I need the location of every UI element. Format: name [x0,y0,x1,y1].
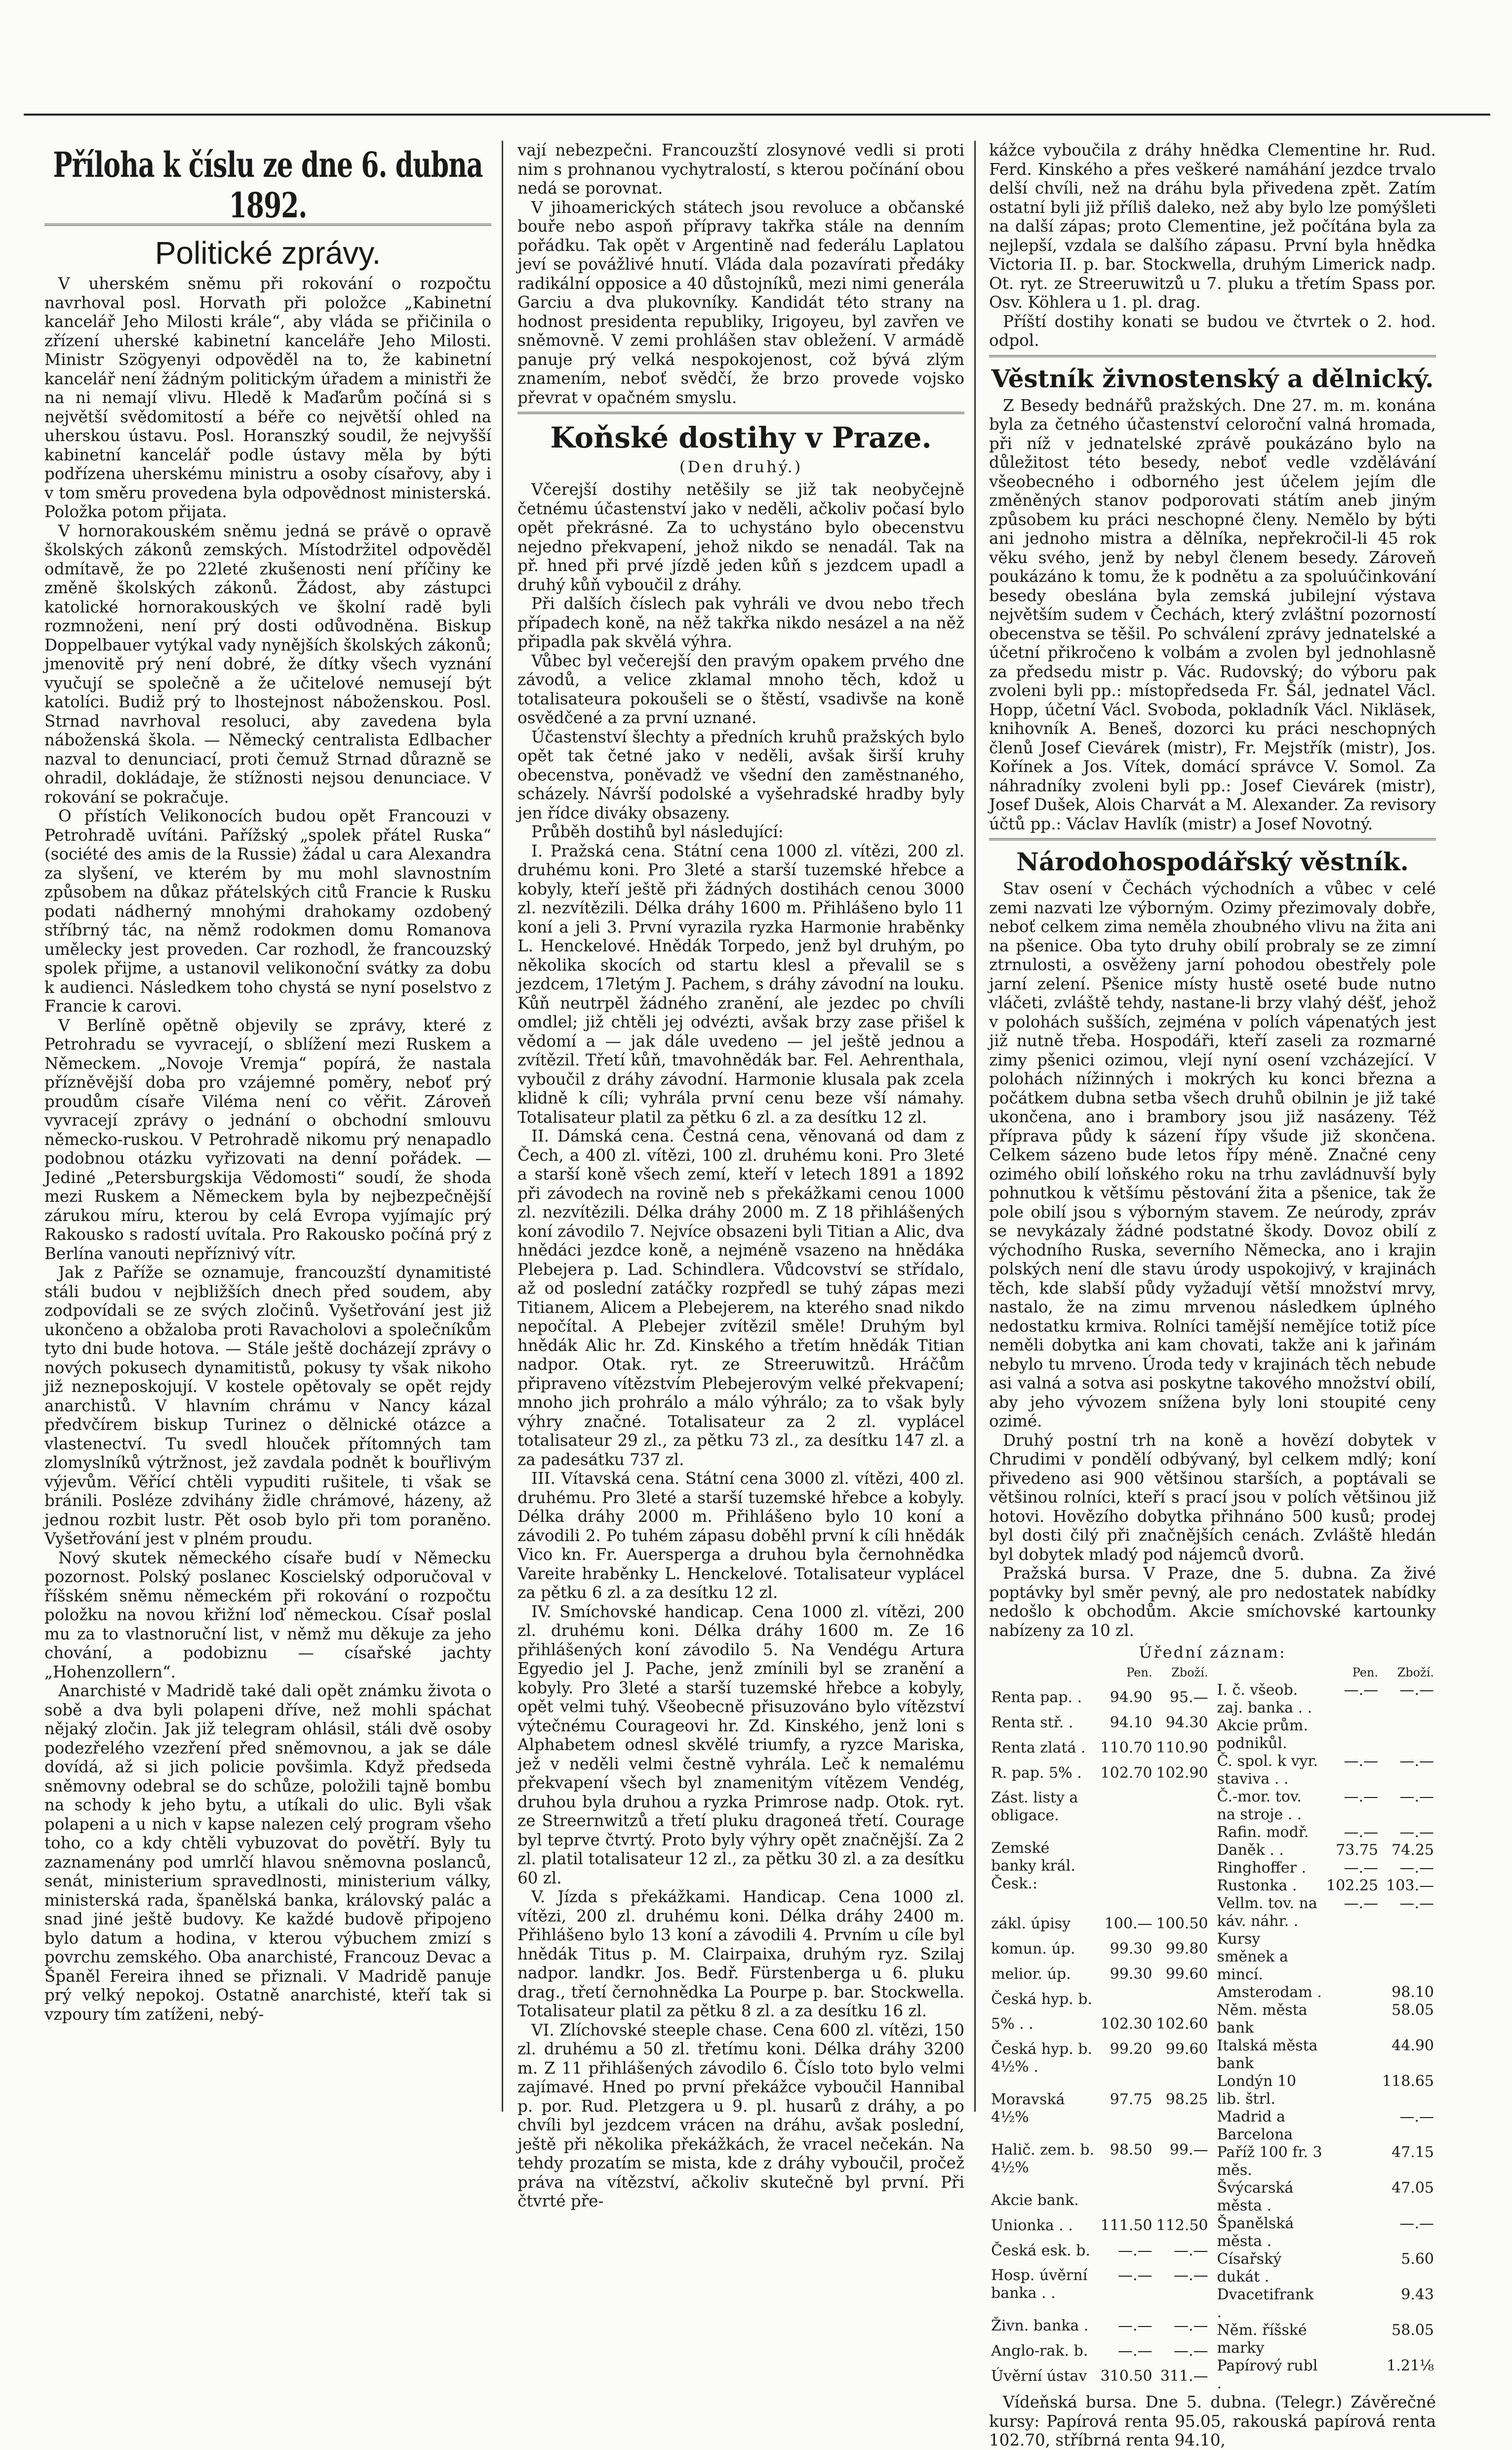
table-value-cell [1324,1930,1380,1984]
table-row [989,2192,1210,2217]
table-value-cell: 9.43 [1401,2286,1434,2303]
table-row [1215,1841,1436,1859]
table-value-cell [1154,2192,1210,2217]
article-paragraph: Druhý postní trh na koně a hovězí dobytek v Chrudimi v pondělí odbývaný, byl celkem mdlý; koní přivedeno asi 900 většinou starších, a poptávali se většinou rolníci, kteří s prací jsou v polích většinou již hotovi. Hovězího dobytka přihnáno 500 kusů; prodej byl dosti čilý při značnějších cenách. Zvláště hledán byl dobytek mladý pod nájemců dvorů. [989,1430,1436,1564]
table-row [989,2317,1210,2342]
table-row [1215,2322,1436,2357]
table-value-cell: 98.50 [1110,2141,1153,2159]
table-label-cell: Dvacetifrank . [1217,2286,1314,2321]
table-row [1215,1824,1436,1841]
table-value-cell: 97.75 [1110,2091,1153,2109]
table-value-cell [1324,2108,1380,2144]
table-label-cell: Č. spol. k vyr. staviva . . [1217,1753,1318,1788]
table-value-cell: —.— [1344,1824,1379,1841]
table-value-cell: —.— [1344,1788,1379,1805]
column-3 [989,141,1436,2450]
table-value-cell [1099,1789,1154,1839]
table-row [989,1940,1210,1965]
supplement-title: Příloha k číslu ze dne 6. dubna 1892. [53,145,483,226]
col-header-pen: Pen. [1126,1666,1153,1679]
table-value-cell: 311.— [1160,2367,1208,2385]
table-value-cell [1324,2215,1380,2250]
article-paragraph: Nový skutek německého císaře budí v Německu pozornost. Polský poslanec Koscielský odporučoval v říšském sněmu německém při rokování o rozpočtu položku na novou křižní loď německou. Císař poslal mu za to vlastnoruční list, v němž mu děkuje za jeho chování, a podobiznu — císařské jachty „Hohenzollern“. [44,1548,491,1681]
table-label-cell: I. č. všeob. zaj. banka . . [1217,1681,1313,1716]
table-label-cell: Česká hyp. b. [991,1990,1092,2008]
table-value-cell [1154,1839,1210,1915]
table-label-cell: Švýcarská města . [1217,2179,1294,2214]
table-label-cell: R. pap. 5% . [991,1764,1082,1782]
table-value-cell: 118.65 [1382,2073,1434,2090]
table-value-cell: 98.10 [1392,1984,1434,2001]
col-header-zbozi: Zboží. [1397,1666,1434,1679]
table-label-cell: Živn. banka . [991,2317,1089,2335]
table-value-cell: 44.90 [1392,2037,1434,2054]
table-row [989,2267,1210,2317]
table-value-cell: 47.05 [1392,2179,1434,2197]
table-row [989,1839,1210,1915]
table-row [1215,2286,1436,2322]
table-value-cell: 94.90 [1110,1688,1153,1706]
table-row [1215,1984,1436,2001]
table-row [1215,2037,1436,2073]
table-value-cell: —.— [1399,1788,1434,1805]
article-paragraph: vají nebezpečni. Francouzští zlosynové vedli si proti nim s prohnanou vychytralostí, s kterou počínání obou nedá se porovnat. [517,141,964,198]
article-paragraph: Jak z Paříže se oznamuje, francouzští dynamitisté stáli budou v nejbližších dnech před soudem, aby zodpovídali se ze svých zločinů. Vyšetřování jest již ukončeno a obžaloba proti Ravacholovi a společníkům tyto dni bude hotova. — Stále ještě docházejí zprávy o nových pokusech dynamitistů, pokusy ty však nikoho již nezneposkojují. V kostele opětovaly se opět rejdy anarchistů. V hlavním chrámu v Nancy kázal předvčírem biskup Turinez o dělnické otázce a vlastenectví. Tu svedl hlouček přítomných tam zlomyslníků výtržnost, jež zavdala podnět k bouřlivým výjevům. Věřící chtěli vypuditi rušitele, ti však se bránili. Posléze zdvihány židle chrámové, házeny, až jednou rozbit lustr. Pět osob bylo při tom poraněno. Vyšetřování jest v plném proudu. [44,1263,491,1548]
article-paragraph: V jihoamerických státech jsou revoluce a občanské bouře nebo aspoň přípravy takřka stále na denním pořádku. Tak opět v Argentině nad federálu Laplatou jeví se povážlivé hnutí. Vláda dala pozavírati předáky radikální opposice a 40 důstojníků, mezi nimi generála Garciu a dva plukovníky. Kandidát této strany na hodnost presidenta republiky, Irigoyeu, byl zavřen ve sněmovně. V zemi prohlášen stav obležení. V armádě panuje prý velká nespokojenost, což bývá zlým znamením, neboť svědčí, že brzo provede vojsko převrat v opačném smyslu. [517,198,964,407]
table-label-cell: Renta zlatá . [991,1739,1086,1756]
table-row [1215,2179,1436,2215]
table-value-cell: 47.15 [1392,2144,1434,2161]
table-value-cell: 102.70 [1100,1764,1153,1782]
table-value-cell [1099,2192,1154,2217]
table-value-cell: 58.05 [1392,2001,1434,2019]
article-paragraph: O přístích Velikonocích budou opět Francouzi v Petrohradě uvítáni. Pařížský „spolek přátel Ruska“ (société des amis de la Russie) žádal u cara Alexandra za slyšení, ve kterém by mu mohl slavnostním způsobem na důkaz přátelských citů Francie k Rusku podati nádherný mnohými drahokamy ozdobený stříbrný tác, na němž rodokmen domu Romanova umělecky jest proveden. Car rozhodl, že francouzský spolek přijme, a ustanovil velikonoční svátky za dobu k audienci. Následkem toho chystá se nyní poselstvo z Francie k carovi. [44,807,491,1016]
table-label-cell: Amsterodam . [1217,1984,1322,2001]
table-value-cell [1099,1839,1154,1915]
table-row [1215,1859,1436,1877]
table-row [989,2217,1210,2242]
table-row [1215,1681,1436,1717]
section-heading-horse-races: Koňské dostihy v Praze. [550,421,932,454]
article-paragraph: Včerejší dostihy netěšily se již tak neobyčejně četnému účastenství jako v neděli, ačkoliv počasí bylo opět překrásné. Za to uchystáno bylo obecenstvu nejedno překvapení, jehož nikdo se nenadál. Tak na př. hned při prvé jízdě jeden kůň s jezdcem upadl a druhý kůň vyboučil z dráhy. [517,480,964,594]
table-row [1215,1753,1436,1788]
table-label-cell: Česká esk. b. [991,2242,1090,2259]
table-value-cell: 112.50 [1156,2216,1208,2234]
table-value-cell: 73.75 [1336,1841,1379,1859]
table-value-cell: —.— [1173,2342,1208,2360]
table-value-cell: 110.90 [1156,1739,1208,1756]
table-value-cell: —.— [1344,1681,1379,1699]
table-value-cell: 1.21⅛ [1387,2357,1434,2374]
table-label-cell: Italská města bank [1217,2037,1318,2072]
col-header-zbozi: Zboží. [1171,1666,1208,1679]
article-paragraph: V hornorakouském sněmu jedná se právě o opravě školských zákonů zemských. Místodržitel odpověděl odmítavě, že po 22leté zkušenosti není příčiny ke změně školských zákonů. Žádost, aby zástupci katolické hornorakouských ve školní radě byli rozmnoženi, není prý dosti odůvodněna. Biskup Doppelbauer vytýkal vady nynějších školských zákonů; jmenovitě prý není dobré, že dítky všech vyznání vyučují se společně a že učitelové nemusejí být katolíci. Budiž prý to lhostejnost náboženskou. Posl. Strnad navrhoval resoluci, aby zavedena byla náboženská škola. — Německý centralista Edlbacher nazval to denunciací, proti čemuž Strnad důrazně se ohradil, dokládaje, že stížnosti nejsou denunciace. V rokování se pokračuje. [44,521,491,807]
exchange-table-left [989,1664,1210,2393]
table-row [1215,2357,1436,2393]
table-label-cell: Císařský dukát . [1217,2250,1282,2286]
table-label-cell: Zást. listy a obligace. [991,1789,1078,1825]
table-row [1215,2073,1436,2108]
table-value-cell: 102.25 [1326,1877,1379,1894]
table-value-cell: 95.— [1169,1688,1208,1706]
table-label-cell: Něm. města bank [1217,2001,1308,2037]
table-value-cell: —.— [1399,2215,1434,2232]
table-value-cell: 100.50 [1156,1915,1208,1932]
table-value-cell: —.— [1173,2267,1208,2285]
article-paragraph: IV. Smíchovské handicap. Cena 1000 zl. vítězi, 200 zl. druhému koni. Délka dráhy 1600 m. Ze 16 přihlášených koní závodilo 5. Na Vendégu Artura Egyedio jel J. Pache, jenž zmínili byl se zranění a kobyly. Pro 3leté a starší tuzemské hřebce a kobyly, opět velmi tuhý. Všeobecně přisuzováno bylo vítězství výtečnému Courageovi hr. Zd. Kinského, jenž loni s Alphabetem odnesl skvělé triumfy, a ryzce Mariska, jež v neděli velmi čestně vyhrála. Leč k nemalému překvapení všech byl znamenitým vítězem Vendég, druhou byla druhou a ryzka Primrose nadp. Otok. ryt. ze Streernwitzů a třetí pluku dragoneá třetí. Courage byl teprve čtvrtý. Proto byly výhry opět značnější. Za 2 zl. platil totalisateur 12 zl., za pětku 30 zl. a za desítku 60 zl. [517,1602,964,1887]
table-label-cell: 5% . . [991,2015,1034,2033]
table-value-cell [1324,2144,1380,2179]
exchange-table-right [1215,1664,1436,2393]
article-paragraph: Stav osení v Čechách východních a vůbec v celé zemi nazvati lze výborným. Ozimy přezimovaly dobře, neboť celkem zima neměla zhoubného vlivu na žita ani na pšenice. Oba tyto druhy obilí probraly se ze zimní ztrnulosti, a osvěženy jarní pohodou obestřely pole jarní zelení. Pšenice místy hustě oseté bude nutno vláčeti, zvláště tehdy, nastane-li brzy vlahý déšť, jehož v polohách sušších, zejména v polích vápenatých jest již nutně třeba. Hospodáři, kteří zaseli za rozmarné zimy pšenici ozimou, vlejí nyní osení vzcházející. V polohách nížinných i mokrých ku konci března a počátkem dubna setba všech druhů obilnin je již také ukončena, ano i brambory jsou již nasázeny. Též příprava půdy k sázení řípy všude již skončena. Celkem sázeno bude letos řípy méně. Značné ceny ozimého obilí loňského roku na trhu zavládnuvší byly pohnutkou k většímu pěstování žita a pšenice, tak že pole obilí jsou s výborným stavem. Ze neúrody, zpráv se nevykázaly žádné podstatné škody. Dovoz obilí z východního Ruska, severního Německa, ano i krajin polských není dle stavu úrody uspokojivý, v krajinách těch, kde slabší půdy vyžadují větší množství mrvy, nastalo, že na zimu mrvenou následkem úplného nedostatku krmiva. Rolníci tamější nemějíce totiž píce neměli dobytka ani kam chovati, takže ani k jařinám nebylo tu mrveno. Úroda tedy v krajinách těch nebude asi valná a sotva asi poskytne takového množství obilí, aby jeho vývozem snížena byly loni stoupité ceny ozimé. [989,879,1436,1430]
table-value-cell [1324,2073,1380,2108]
table-value-cell [1324,2037,1380,2073]
table-value-cell: —.— [1117,2342,1153,2360]
table-value-cell [1324,1984,1380,2001]
table-value-cell: 74.25 [1392,1841,1434,1859]
table-caption: Úřední záznam: [1139,1643,1286,1662]
table-value-cell [1324,1717,1380,1753]
table-value-cell: 99.30 [1110,1940,1153,1958]
article-paragraph: Průběh dostihů byl následující: [531,822,784,841]
table-value-cell: —.— [1344,1895,1379,1912]
table-label-cell: Anglo-rak. b. [991,2342,1088,2360]
article-paragraph: Vůbec byl večerejší den pravým opakem prvého dne závodů, a velice zklamal mnoho těch, kdož u totalisateura pokoušeli se o štěstí, vsadivše na koně osvědčené a za první uznané. [517,651,964,727]
table-value-cell: —.— [1117,2317,1153,2335]
table-value-cell [1324,2179,1380,2215]
table-row [989,2368,1210,2393]
table-value-cell [1324,2250,1380,2286]
table-value-cell: 102.90 [1156,1764,1208,1782]
table-row [989,1789,1210,1839]
table-label-cell: Moravská 4½% [991,2091,1065,2126]
section-rule [989,838,1436,840]
article-paragraph: II. Dámská cena. Čestná cena, věnovaná od dam z Čech, a 400 zl. vítězi, 100 zl. druhému koni. Pro 3leté a starší koně všech zemí, kteří v letech 1891 a 1892 při závodech na rovině neb s překážkami cenou 1000 zl. nezvítězili. Délka dráhy 2000 m. Z 18 přihlášených koní závodilo 7. Nejvíce obsazeni byli Titian a Alic, dva hnědáci jezdce koně, a nejméně vsazeno na hnědáka Plebejera p. Lad. Schindlera. Vůdcovství se střídalo, až od poslední zatáčky rozpředl se tuhý zápas mezi Titianem, Alicem a Plebejerem, na kterého snad nikdo nepočítal. A Plebejer zvítězil směle! Druhým byl hnědák Alic hr. Zd. Kinského a třetím hnědák Titian nadpor. Otak. ryt. ze Streeruwitzů. Hráčům připraveno vítězstvím Plebejerovým velké překvapení; mnoho jich prohrálo a málo výhrálo; za to však byly výhry značné. Totalisateur za 2 zl. vyplácel totalisateur 29 zl., za pětku 73 zl., za desítku 147 zl. a za padesátku 737 zl. [517,1127,964,1469]
article-paragraph: Příští dostihy konati se budou ve čtvrtek o 2. hod. odpol. [989,312,1436,350]
table-row [1215,1930,1436,1984]
table-value-cell: —.— [1399,1681,1434,1699]
table-value-cell [1380,1930,1436,1984]
table-value-cell: 99.80 [1165,1940,1208,1958]
article-paragraph: Pražská bursa. V Praze, dne 5. dubna. Za živé poptávky byl směr pevný, ale pro nedostatek nabídky nedošlo k obchodům. Akcie smíchovské kartounky nabízeny za 10 zl. [989,1564,1436,1640]
table-value-cell: 5.60 [1401,2250,1434,2268]
table-label-cell: Akcie prům. podnikůl. [1217,1717,1308,1752]
table-row [989,1764,1210,1790]
table-value-cell: 99.60 [1165,2041,1208,2058]
table-label-cell: Španělská města . [1217,2215,1294,2250]
table-row [989,1965,1210,1991]
article-paragraph: V. Jízda s překážkami. Handicap. Cena 1000 zl. vítězi, 200 zl. druhému koni. Délka dráhy 2400 m. Přihlášeno bylo 13 koní a závodili 4. Prvním u cíle byl hnědák Titus p. M. Clairpaixa, druhým ryz. Szilaj nadpor. landkr. Jos. Bedř. Fürstenberga u 6. pluku drag., třetí černohnědka La Pourpe p. bar. Stockwella. Totalisateur platil za pětku 8 zl. a za desítku 16 zl. [517,1887,964,2020]
table-value-cell: 100.— [1104,1915,1153,1932]
exchange-tables [989,1662,1436,2393]
article-paragraph: VI. Zlíchovské steeple chase. Cena 600 zl. vítězi, 150 zl. druhému a 50 zl. třetímu koni. Délka dráhy 3200 m. Z 11 přihlášených závodilo 6. Číslo toto bylo velmi zajímavé. Hned po první překážce vyboučil Hannibal p. por. Rud. Pletzgera u 9. pl. husarů z dráhy, a po chvíli byl jezdcem vrácen na dráhu, avšak poslední, ještě při několika překážkách, že vracel nečekán. Na tehdy prozatím se mista, kde z dráhy vyboučil, pročež práva na vítězství, ačkoliv skutečně byl první. Při čtvrté pře- [517,2020,964,2210]
table-row [1215,2144,1436,2179]
table-row [1215,1717,1436,1753]
table-label-cell: Č.-mor. tov. na stroje . . [1217,1788,1302,1823]
table-label-cell: Renta pap. . [991,1688,1082,1706]
table-value-cell [1324,2286,1380,2322]
table-value-cell: 58.05 [1392,2322,1434,2339]
table-value-cell: 94.10 [1110,1714,1153,1731]
table-label-cell: Rustonka . [1217,1877,1297,1894]
table-value-cell: —.— [1399,2108,1434,2125]
table-label-cell: Halič. zem. b. 4½% [991,2141,1094,2176]
section-rule [517,412,964,414]
table-value-cell: 99.— [1169,2141,1208,2159]
table-label-cell: Vellm. tov. na káv. náhr. . [1217,1895,1317,1930]
table-value-cell: 102.30 [1100,2015,1153,2033]
article-paragraph: Účastenství šlechty a předních kruhů pražských bylo opět tak četné jako v neděli, avšak širší kruhy obecenstva, poněvadž ve všední den zaměstnaného, scházely. Návrší podolské a vyšehradské hradby byly jen řídce diváky obsazeny. [517,727,964,822]
table-label-cell: Unionka . . [991,2216,1073,2234]
table-row [1215,1788,1436,1824]
table-label-cell: Česká hyp. b. 4½% . [991,2041,1092,2076]
table-row [1215,1895,1436,1930]
table-label-cell: Daněk . . [1217,1841,1284,1859]
table-value-cell: —.— [1173,2317,1208,2335]
table-label-cell: zákl. úpisy [991,1915,1071,1932]
table-label-cell: komun. úp. [991,1940,1075,1958]
table-value-cell [1324,2357,1380,2393]
table-row [989,1689,1210,1714]
table-row [989,2041,1210,2091]
table-value-cell: 99.30 [1110,1965,1153,1983]
table-value-cell: —.— [1399,1859,1434,1877]
table-row [1215,2001,1436,2037]
table-row [989,2242,1210,2267]
article-paragraph: kážce vyboučila z dráhy hnědka Clementine hr. Rud. Ferd. Kinského a přes veškeré namáhání jezdce trvalo delší chvíli, než na dráhu byla přivedena zpět. Zatím ostatní byli již příliš daleko, než aby bylo lze pomýšleti na další zápas; proto Clementine, jež počítána byla za nejlepší, vzdala se dalšího zápasu. První byla hnědka Victoria II. p. bar. Stockwella, druhým Limerick nadp. Ot. ryt. ze Streeruwitzů u 7. pluku a třetím Spass por. Osv. Köhlera u 1. pl. drag. [989,141,1436,312]
article-paragraph: V uherském sněmu při rokování o rozpočtu navrhoval posl. Horvath při položce „Kabinetní kancelář Jeho Milosti krále“, aby vláda se přičinila o zřízení uherské kabinetní kanceláře Jeho Milosti. Ministr Szögyenyi odpověděl na to, že kabinetní kancelář není žádným politickým úřadem a ministři že na ni nemají vlivu. Hledě k Maďarům počíná si s největší svědomitostí a béře co největší ohled na uherskou ústavu. Posl. Horanszký soudil, že nejvyšší kabinetní kancelář podle ústavy měla by býti podřízena uherskému ministru a osoby císařovy, aby i v tom směru provedena byla odpovědnost ministerská. Položka potom přijata. [44,274,491,521]
table-value-cell [1154,1991,1210,2016]
table-value-cell: —.— [1117,2267,1153,2285]
table-row [989,2342,1210,2368]
table-label-cell: Něm. říšské marky [1217,2322,1307,2357]
table-label-cell: Hosp. úvěrní banka . . [991,2267,1088,2302]
table-label-cell: Papírový rubl . [1217,2357,1318,2392]
table-value-cell: —.— [1399,1753,1434,1770]
column-1 [44,141,491,2112]
table-value-cell: —.— [1117,2242,1153,2259]
column-2 [517,141,964,2210]
table-label-cell: Úvěrní ústav [991,2367,1087,2385]
col-header-pen: Pen. [1352,1666,1379,1679]
section-heading-trade: Věstník živnostenský a dělnický. [991,364,1434,393]
table-row [1215,2215,1436,2250]
table-row [989,2091,1210,2141]
article-paragraph: Z Besedy bednářů pražských. Dne 27. m. m. konána byla za četného účastenství celoroční valná hromada, při níž v jednatelské zprávě poukázáno bylo na důležitost této besedy, neboť vedle vzdělávání všeobecného i odborného jest účelem jejím dle změněných stanov podporovati státím aneb jiným způsobem ku práci neschopné členy. Nemělo by býti ani jednoho mistra a dělníka, nepřekročil-li 45 rok věku svého, jenž by nebyl členem besedy. Zároveň poukázáno k tomu, že k podnětu a za spoluúčinkování besedy obeslána byla zemská jubilejní výstava největším sudem v Čechách, který zvláštní pozorností obecenstva se těšil. Po schválení zprávy jednatelské a účetní přikročeno k volbám a zvolen byl jednohlasně za předsedu mistr p. Vác. Rudovský; do výboru pak zvoleni byli pp.: místopředseda Fr. Šál, jednatel Václ. Hopp, účetní Václ. Svoboda, pokladník Václ. Nikläsek, knihovník A. Beneš, dozorci ku práci neschopných členů Josef Cievárek (mistr), Fr. Mejstřík (mistr), Jos. Kořínek a Jos. Vítek, domácí správce V. Somol. Za náhradníky zvoleni byli pp.: Josef Cievárek (mistr), Josef Dušek, Alois Charvát a M. Alexander. Za revisory účtů pp.: Václav Havlík (mistr) a Josef Novotný. [989,396,1436,833]
section-subtitle: (Den druhý.) [679,457,803,476]
table-row [1215,2108,1436,2144]
column-divider [974,141,976,2112]
table-value-cell [1154,1789,1210,1839]
table-label-cell: Zemské banky král. Česk.: [991,1839,1075,1893]
table-value-cell: —.— [1344,1859,1379,1877]
table-value-cell: 103.— [1386,1877,1434,1894]
article-paragraph: Při dalších číslech pak vyhráli ve dvou nebo třech případech koně, na něž takřka nikdo nesázel a na něž připadla pak skvělá výhra. [517,594,964,651]
table-value-cell [1324,2001,1380,2037]
table-value-cell: 99.20 [1110,2041,1153,2058]
section-rule [989,355,1436,357]
table-value-cell [1380,1717,1436,1753]
table-label-cell: Akcie bank. [991,2191,1079,2209]
table-value-cell: —.— [1399,1895,1434,1912]
section-heading-politics: Politické zprávy. [155,235,381,271]
article-paragraph: V Berlíně opětně objevily se zprávy, které z Petrohradu se vyvracejí, o sblížení mezi Ruskem a Německem. „Novoje Vremja“ popírá, že nastala přízněvější doba pro vzájemné poměry, neboť prý proudům císaře Viléma není co věřit. Zároveň vyvracejí zprávy o jednání o obchodní smlouvu německo-ruskou. V Petrohradě nikomu prý nenapadlo podobnou otázku vyřizovati na denní pořádek. — Jediné „Petersburgskija Vědomosti“ soudí, že shoda mezi Ruskem a Německem byla by nejbezpečnější zárukou míru, kterou by celá Evropa vyjímajíc prý Rakousko s radostí uvítala. Pro Rakousko počíná prý z Berlína vanouti nepříznivý vítr. [44,1016,491,1263]
table-row [1215,2250,1436,2286]
newspaper-page [24,15,1490,2450]
article-paragraph: Vídeňská bursa. Dne 5. dubna. (Telegr.) Závěrečné kursy: Papírová renta 95.05, rakouská papírová renta 102.70, stříbrná renta 94.10, [989,2393,1436,2450]
table-label-cell: Ringhoffer . [1217,1859,1307,1877]
table-value-cell: 94.30 [1165,1714,1208,1731]
table-value-cell: 310.50 [1100,2367,1153,2385]
column-divider [502,141,503,2112]
table-row [989,1991,1210,2016]
table-label-cell: Paříž 100 fr. 3 měs. [1217,2144,1322,2179]
table-value-cell [1099,1991,1154,2016]
table-row [1215,1877,1436,1895]
table-label-cell: Madrid a Barcelona [1217,2108,1293,2143]
table-value-cell: 98.25 [1165,2091,1208,2109]
top-rule [24,114,1490,116]
section-heading-economy: Národohospodářský věstník. [1016,847,1409,876]
table-row [989,1915,1210,1940]
table-value-cell: 111.50 [1100,2216,1153,2234]
table-row [989,2015,1210,2041]
table-label-cell: Rafin. modř. [1217,1824,1309,1841]
table-label-cell: Kursy směnek a mincí. [1217,1930,1288,1983]
table-value-cell: —.— [1399,1824,1434,1841]
table-row [989,1714,1210,1739]
table-row [989,2141,1210,2192]
table-value-cell: 102.60 [1156,2015,1208,2033]
table-label-cell: Londýn 10 lib. štrl. [1217,2073,1296,2108]
table-row [989,1739,1210,1764]
article-paragraph: III. Vítavská cena. Státní cena 3000 zl. vítězi, 400 zl. druhému. Pro 3leté a starší tuzemské hřebce a kobyly. Délka dráhy 2000 m. Přihlášeno bylo 10 koní a závodili 2. Po tuhém zápasu doběhl první k cíli hnědák Vico kn. Fr. Auersperga a druhou byla černohnědka Vareite hraběnky L. Henckelové. Totalisateur vyplácel za pětku 6 zl. a za desítku 12 zl. [517,1469,964,1602]
table-label-cell: melior. úp. [991,1965,1071,1983]
table-value-cell: 110.70 [1100,1739,1153,1756]
table-value-cell: —.— [1344,1753,1379,1770]
article-paragraph: I. Pražská cena. Státní cena 1000 zl. vítězi, 200 zl. druhému koni. Pro 3leté a starší tuzemské hřebce a kobyly, kteří ještě při žádných dostihách cenou 3000 zl. nezvítězili. Délka dráhy 1600 m. Přihlášeno bylo 11 koní a jeli 3. První vyrazila ryzka Harmonie hraběnky L. Henckelové. Hnědák Torpedo, jenž byl druhým, po několika skocích od startu klesl a převalil se s jezdcem, 17letým J. Pachem, s dráhy závodní na louku. Kůň neutrpěl žádného zranění, ale jezdec po chvíli omdlel; již chtěli jej odvézti, avšak brzy zase přišel k vědomí a — jak dále uvedeno — jel ještě jednou a zvítězil. Třetí kůň, tmavohnědák bar. Fel. Aehrenthala, vyboučil z dráhy závodní. Harmonie klusala pak zcela klidně k cíli; vyhrála první cenu beze vší námahy. Totalisateur platil za pětku 6 zl. a za desítku 12 zl. [517,841,964,1127]
article-paragraph: Anarchisté v Madridě také dali opět známku života o sobě a dva byli polapeni dříve, než mohli spáchat nějaký zločin. Jak již telegram ohlásil, stáli dvě osoby podezřelého vzezření před sněmovnou, a jak se dále dovídá, až si jich policie povšimla. Když předseda sněmovny odebral se do schůze, položili tajně bombu na schody k jeho bytu, a utíkali do ulic. Byli však polapeni a u nich v kapse nalezen celý program všeho toho, co a kdy chtěli vybuzovat do povětří. Byly tu zaznamenány pod umrlčí hlavou sněmovna poslanců, senát, ministerium spravedlnosti, ministerium války, ministerská rada, španělská banka, královský palác a snad jiné ještě budovy. Ke každé budově připojeno bylo datum a hodina, v kterou výbuchem zmizí s povrchu zemského. Oba anarchisté, Francouz Devac a Španěl Fereira ihned se přiznali. V Madridě panuje prý velký nepokoj. Ostatně anarchisté, kteří tak si vzpoury tím zatíženi, nebý- [44,1681,491,2024]
table-value-cell: 99.60 [1165,1965,1208,1983]
table-label-cell: Renta stř. . [991,1714,1074,1731]
table-value-cell [1324,2322,1380,2357]
table-value-cell: —.— [1173,2242,1208,2259]
